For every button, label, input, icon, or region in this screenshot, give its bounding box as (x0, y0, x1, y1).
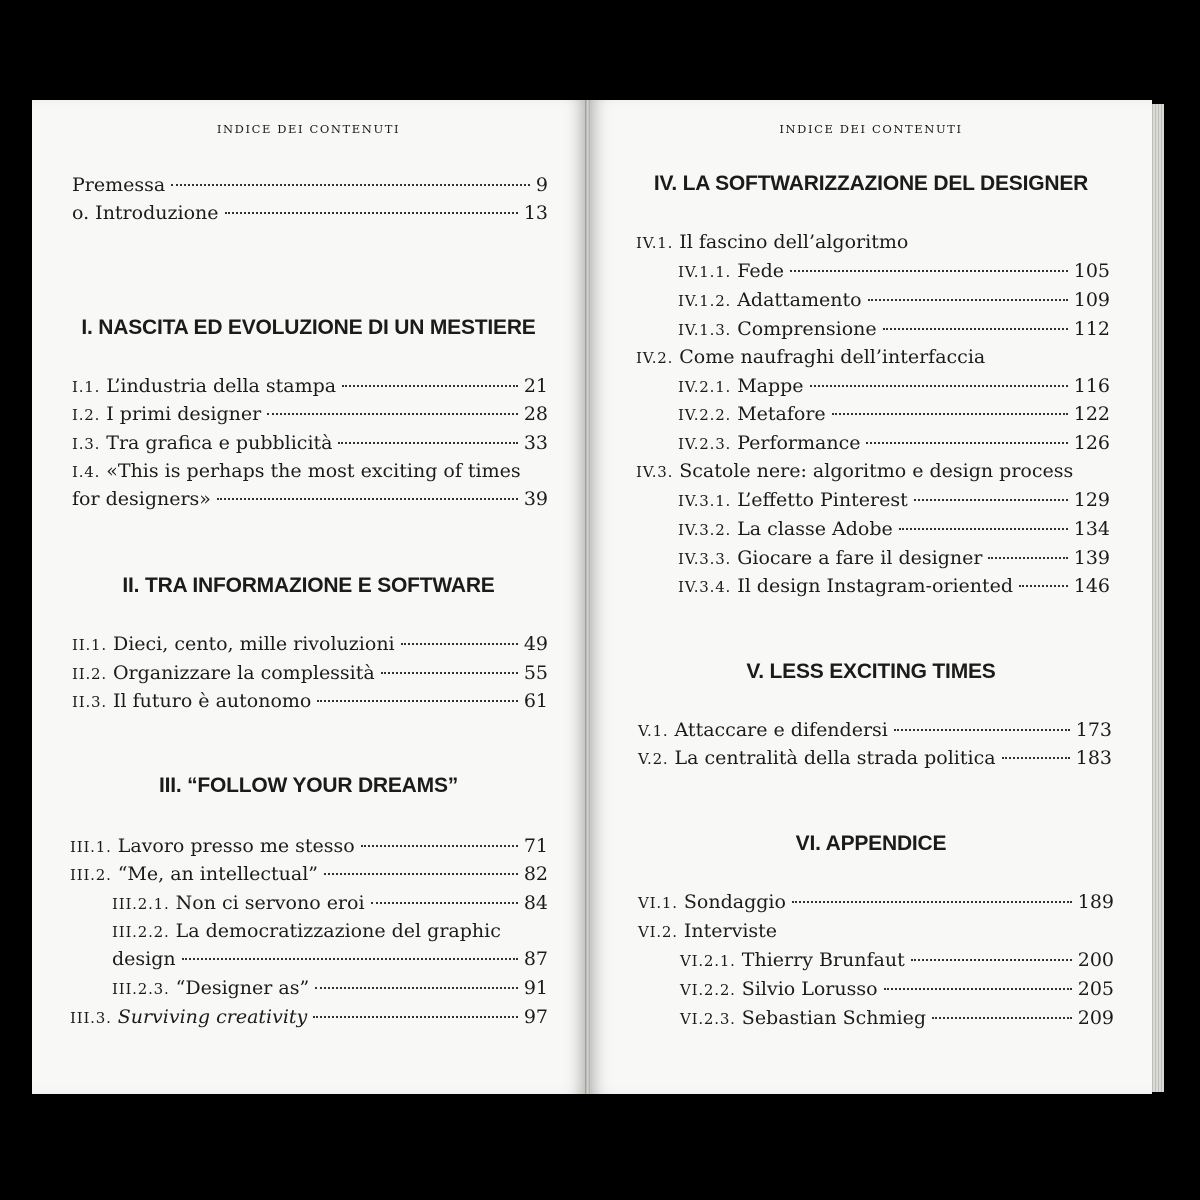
entry-label: Sebastian Schmieg (741, 1007, 927, 1029)
toc-subsection (636, 230, 908, 255)
entry-number: I.4. (72, 463, 101, 481)
entry-label: “Me, an intellectual” (117, 863, 319, 885)
entry-page: 13 (523, 202, 548, 224)
entry-label: Lavoro presso me stesso (117, 835, 355, 857)
entry-page: 109 (1073, 289, 1110, 311)
entry-label: Surviving creativity (117, 1006, 308, 1028)
toc-entry (678, 259, 1110, 284)
toc-entry-line1 (112, 919, 501, 944)
entry-page: 183 (1075, 747, 1112, 769)
toc-entry (680, 948, 1114, 973)
leader-dots (866, 442, 1067, 444)
entry-number: IV.1.2. (678, 292, 732, 310)
entry-page: 91 (523, 977, 548, 999)
entry-label: La democratizzazione del graphic (175, 920, 501, 942)
entry-number: IV.1.3. (678, 321, 732, 339)
entry-number: II.3. (72, 693, 107, 711)
entry-page: 173 (1075, 719, 1112, 741)
section-title: V. LESS EXCITING TIMES (746, 660, 996, 683)
entry-page: 71 (523, 835, 548, 857)
toc-entry (112, 891, 548, 916)
entry-label: Dieci, cento, mille rivoluzioni (112, 633, 395, 655)
entry-page: 28 (523, 403, 548, 425)
entry-label: Premessa (72, 174, 166, 196)
entry-label: Metafore (737, 403, 826, 425)
toc-entry (72, 402, 548, 427)
entry-page: 55 (523, 662, 548, 684)
leader-dots (790, 270, 1068, 272)
entry-number: IV.2.3. (678, 435, 732, 453)
toc-entry (70, 1005, 548, 1030)
leader-dots (988, 557, 1067, 559)
toc-entry (638, 890, 1114, 915)
toc-entry (638, 718, 1112, 743)
entry-label: Scatole nere: algoritmo e design process (679, 460, 1074, 482)
toc-entry (678, 374, 1110, 399)
toc-entry (72, 632, 548, 657)
leader-dots (884, 988, 1072, 990)
leader-dots (1002, 757, 1070, 759)
entry-page: 87 (523, 948, 548, 970)
leader-dots (381, 672, 518, 674)
toc-entry-line2 (72, 487, 548, 511)
entry-page: 105 (1073, 260, 1110, 282)
toc-entry (678, 546, 1110, 571)
leader-dots (324, 873, 518, 875)
entry-label: Sondaggio (683, 891, 786, 913)
section-title: IV. LA SOFTWARIZZAZIONE DEL DESIGNER (653, 172, 1089, 195)
leader-dots (899, 528, 1068, 530)
leader-dots (371, 902, 518, 904)
entry-number: I.2. (72, 406, 101, 424)
entry-number: VI.2.1. (680, 952, 736, 970)
entry-number: III.2.2. (112, 923, 170, 941)
entry-label: Come naufraghi dell’interfaccia (679, 346, 986, 368)
entry-page: 61 (523, 690, 548, 712)
leader-dots (313, 1016, 518, 1018)
leader-dots (883, 328, 1068, 330)
toc-entry (70, 862, 548, 887)
entry-number: IV.1.1. (678, 263, 732, 281)
entry-number: VI.2. (638, 923, 678, 941)
leader-dots (225, 212, 518, 214)
toc-entry-introduzione (72, 201, 548, 225)
right-page (590, 100, 1152, 1094)
entry-page: 139 (1073, 547, 1110, 569)
entry-number: IV.2. (636, 349, 674, 367)
toc-entry (678, 574, 1110, 599)
toc-subsection (638, 919, 777, 944)
running-head: INDICE DEI CONTENUTI (216, 122, 401, 136)
toc-entry (70, 834, 548, 859)
leader-dots (317, 700, 517, 702)
entry-page: 21 (523, 375, 548, 397)
entry-label: Interviste (683, 920, 778, 942)
section-title: II. TRA INFORMAZIONE E SOFTWARE (122, 574, 495, 597)
leader-dots (361, 845, 518, 847)
leader-dots (182, 958, 518, 960)
entry-page: 84 (523, 892, 548, 914)
entry-number: IV.3. (636, 463, 674, 481)
toc-entry-line2 (112, 947, 548, 971)
toc-entry (72, 374, 548, 399)
leader-dots (832, 413, 1068, 415)
leader-dots (217, 498, 518, 500)
entry-number: V.1. (638, 722, 669, 740)
entry-label: Il futuro è autonomo (112, 690, 312, 712)
entry-label: Fede (737, 260, 784, 282)
entry-number: IV.3.4. (678, 578, 732, 596)
toc-entry (678, 288, 1110, 313)
entry-label: «This is perhaps the most exciting of times (106, 460, 521, 482)
toc-entry (638, 746, 1112, 771)
leader-dots (171, 184, 530, 186)
toc-entry (678, 317, 1110, 342)
entry-label: I primi designer (106, 403, 262, 425)
entry-label: Performance (737, 432, 861, 454)
leader-dots (267, 413, 518, 415)
leader-dots (338, 442, 517, 444)
entry-page: 112 (1073, 318, 1110, 340)
entry-label: Silvio Lorusso (741, 978, 878, 1000)
entry-page: 134 (1073, 518, 1110, 540)
page-edges (1150, 104, 1164, 1092)
entry-label: “Designer as” (175, 977, 310, 999)
entry-label: Non ci servono eroi (175, 892, 365, 914)
entry-page: 39 (523, 488, 548, 510)
entry-page: 189 (1077, 891, 1114, 913)
toc-entry (680, 977, 1114, 1002)
entry-page: 82 (523, 863, 548, 885)
section-title: I. NASCITA ED EVOLUZIONE DI UN MESTIERE (81, 316, 536, 339)
leader-dots (868, 299, 1068, 301)
entry-page: 9 (535, 174, 548, 196)
entry-number: IV.3.3. (678, 550, 732, 568)
entry-label: L’industria della stampa (106, 375, 337, 397)
entry-label: Il fascino dell’algoritmo (679, 231, 909, 253)
leader-dots (932, 1017, 1072, 1019)
entry-page: 122 (1073, 403, 1110, 425)
leader-dots (1019, 585, 1068, 587)
entry-label: La classe Adobe (737, 518, 893, 540)
entry-label: Tra grafica e pubblicità (106, 432, 333, 454)
entry-label: design (112, 948, 176, 970)
entry-number: I.3. (72, 435, 101, 453)
entry-number: II.1. (72, 636, 107, 654)
entry-number: III.2.1. (112, 895, 170, 913)
entry-number: VI.2.3. (680, 1010, 736, 1028)
entry-number: III.2. (70, 866, 112, 884)
entry-label: Organizzare la complessità (112, 662, 375, 684)
entry-page: 200 (1077, 949, 1114, 971)
entry-page: 126 (1073, 432, 1110, 454)
toc-entry (72, 431, 548, 456)
toc-entry (112, 976, 548, 1001)
entry-number: III.1. (70, 838, 112, 856)
toc-entry (678, 488, 1110, 513)
leader-dots (342, 385, 518, 387)
section-title: VI. APPENDICE (795, 832, 947, 855)
entry-label: Adattamento (737, 289, 862, 311)
entry-label: for designers» (72, 488, 211, 510)
leader-dots (810, 385, 1068, 387)
entry-number: III.2.3. (112, 980, 170, 998)
toc-entry (678, 431, 1110, 456)
toc-entry (72, 689, 548, 714)
entry-number: III.3. (70, 1009, 112, 1027)
toc-entry (72, 661, 548, 686)
entry-label: Comprensione (737, 318, 877, 340)
toc-entry-premessa (72, 173, 548, 197)
entry-page: 116 (1073, 375, 1110, 397)
entry-page: 33 (523, 432, 548, 454)
entry-label: o. Introduzione (72, 202, 219, 224)
entry-label: La centralità della strada politica (674, 747, 996, 769)
running-head: INDICE DEI CONTENUTI (779, 122, 963, 136)
entry-label: Attaccare e difendersi (674, 719, 888, 741)
leader-dots (401, 643, 518, 645)
leader-dots (894, 729, 1070, 731)
section-title: III. “FOLLOW YOUR DREAMS” (158, 774, 459, 797)
leader-dots (914, 499, 1068, 501)
entry-number: VI.1. (638, 894, 678, 912)
toc-subsection (636, 459, 1073, 484)
entry-label: Mappe (737, 375, 804, 397)
entry-number: IV.2.2. (678, 406, 732, 424)
entry-page: 49 (523, 633, 548, 655)
entry-label: Giocare a fare il designer (737, 547, 983, 569)
entry-label: Thierry Brunfaut (741, 949, 905, 971)
entry-page: 129 (1073, 489, 1110, 511)
entry-number: IV.3.1. (678, 492, 732, 510)
toc-subsection (636, 345, 985, 370)
entry-page: 97 (523, 1006, 548, 1028)
entry-number: IV.2.1. (678, 378, 732, 396)
toc-entry (680, 1006, 1114, 1031)
entry-number: I.1. (72, 378, 101, 396)
entry-page: 205 (1077, 978, 1114, 1000)
toc-entry (678, 402, 1110, 427)
leader-dots (911, 959, 1072, 961)
entry-number: V.2. (638, 750, 669, 768)
leader-dots (792, 901, 1072, 903)
toc-entry-line1 (72, 459, 521, 484)
leader-dots (315, 987, 518, 989)
entry-label: L’effetto Pinterest (737, 489, 908, 511)
toc-entry (678, 517, 1110, 542)
entry-number: VI.2.2. (680, 981, 736, 999)
entry-number: II.2. (72, 665, 107, 683)
entry-page: 209 (1077, 1007, 1114, 1029)
entry-label: Il design Instagram-oriented (737, 575, 1014, 597)
left-page (32, 100, 585, 1094)
entry-number: IV.3.2. (678, 521, 732, 539)
entry-number: IV.1. (636, 234, 674, 252)
entry-page: 146 (1073, 575, 1110, 597)
